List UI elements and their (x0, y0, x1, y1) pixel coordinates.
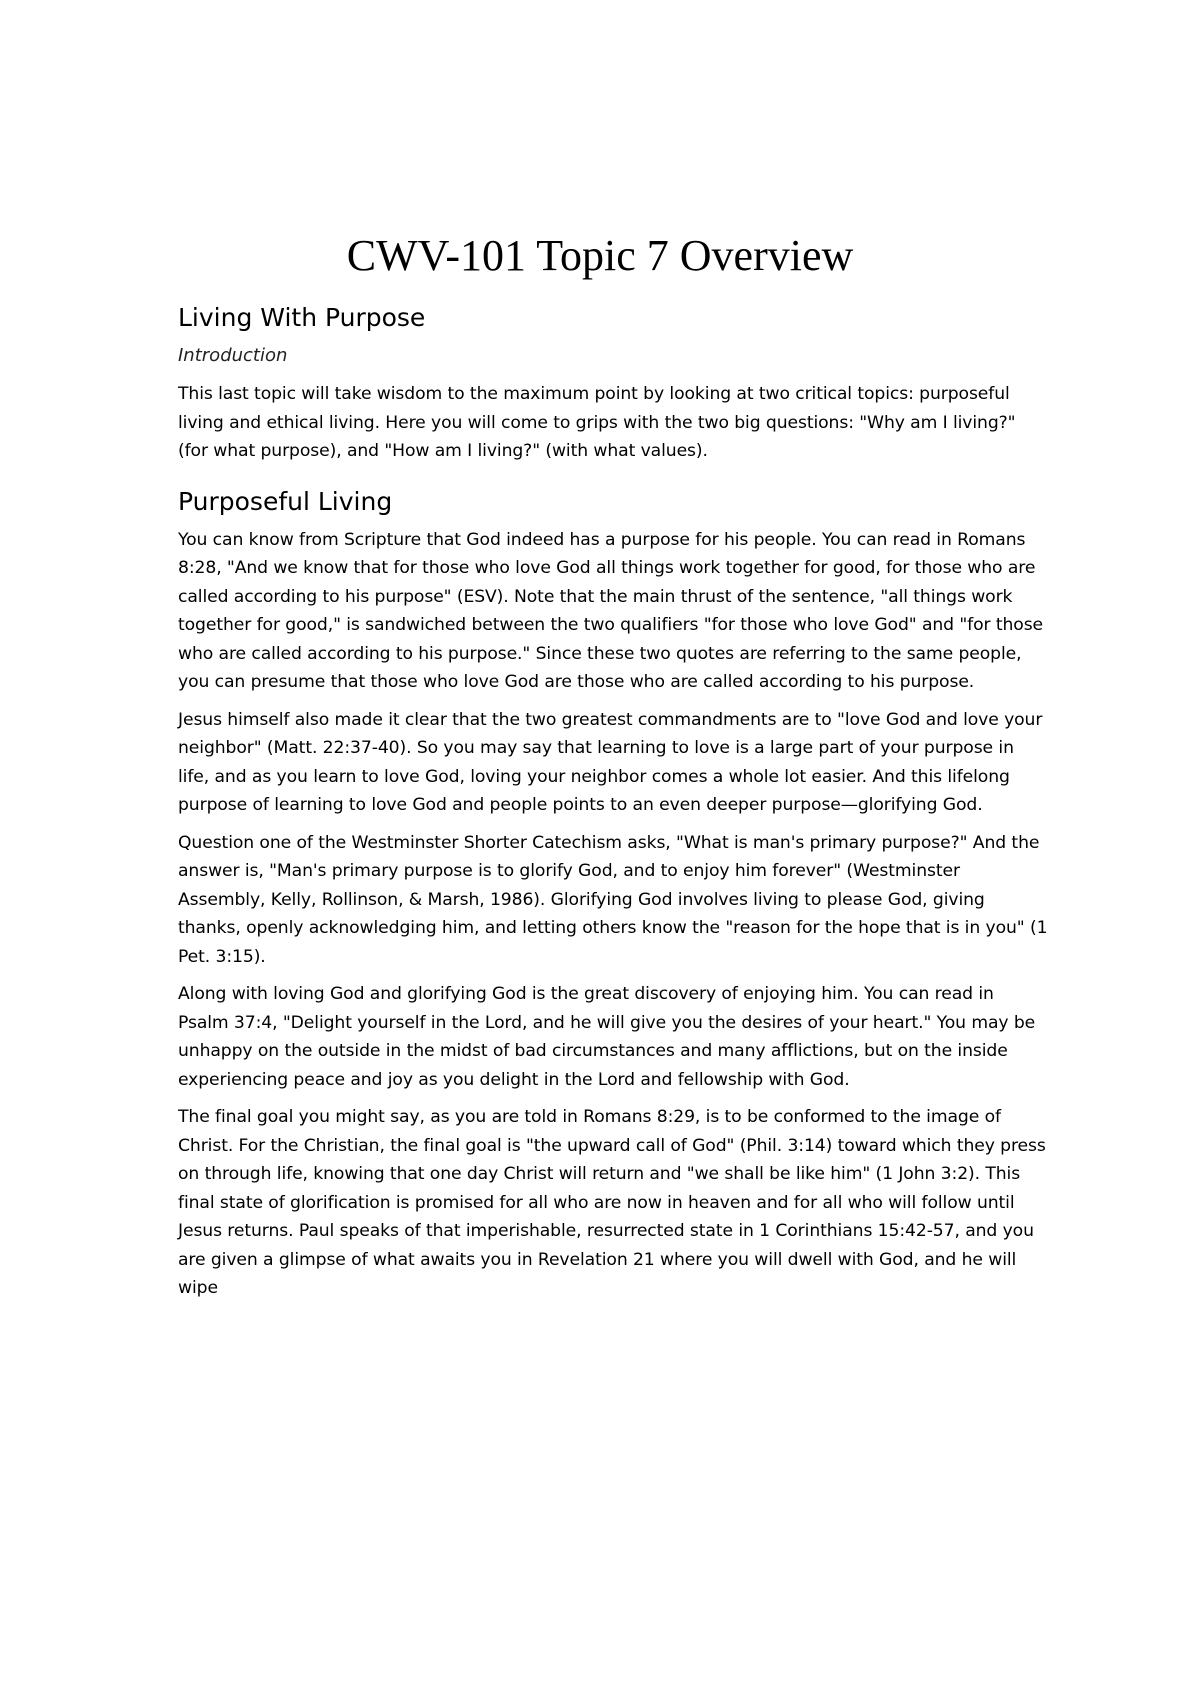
paragraph: Question one of the Westminster Shorter Catechism asks, "What is man's primary purpose?" And the answer is, "Man's primary purpose is to glorify God, and to enjoy him forever" (Westminster Assembly, Kelly, Rollinson, & Marsh, 1986). Glorifying God involves living to please God, giving thanks, openly acknowledging him, and letting others know the "reason for the hope that is in you" (1 Pet. 3:15). (178, 832, 1048, 967)
paragraph: The final goal you might say, as you are told in Romans 8:29, is to be conformed to the image of Christ. For the Christian, the final goal is "the upward call of God" (Phil. 3:14) toward which they press on through life, knowing that one day Christ will return and "we shall be like him" (1 John 3:2). This final state of glorification is promised for all who are now in heaven and for all who will follow until Jesus returns. Paul speaks of that imperishable, resurrected state in 1 Corinthians 15:42-57, and you are given a glimpse of what awaits you in Revelation 21 where you will dwell with God, and he will wipe (178, 1107, 1046, 1298)
paragraph: Jesus himself also made it clear that the two greatest commandments are to "love God and love your neighbor" (Matt. 22:37-40). So you may say that learning to love is a large part of your purpose in life, and as you learn to love God, loving your neighbor comes a whole lot easier. And this lifelong purpose of learning to love God and people points to an even deeper purpose—glorifying God. (178, 709, 1043, 815)
paragraph: You can know from Scripture that God indeed has a purpose for his people. You can read in Romans 8:28, "And we know that for those who love God all things work together for good, for those who are called according to his purpose" (ESV). Note that the main thrust of the sentence, "all things work together for good," is sandwiched between the two qualifiers "for those who love God" and "for those who are called according to his purpose." Since these two quotes are referring to the same people, you can presume that those who love God are those who are called according to his purpose. (178, 529, 1044, 692)
section-heading-purposeful-living: Purposeful Living (178, 486, 393, 516)
document-title: CWV-101 Topic 7 Overview (346, 231, 854, 280)
paragraph: Along with loving God and glorifying God is the great discovery of enjoying him. You can read in Psalm 37:4, "Delight yourself in the Lord, and he will give you the desires of your heart." You may be unhappy on the outside in the midst of bad circumstances and many afflictions, but on the inside experiencing peace and joy as you delight in the Lord and fellowship with God. (178, 984, 1036, 1090)
document-body (178, 300, 1048, 1312)
subheading-introduction: Introduction (178, 345, 288, 366)
section-heading-living-with-purpose: Living With Purpose (178, 303, 426, 332)
paragraph: This last topic will take wisdom to the maximum point by looking at two critical topics: purposeful living and ethical living. Here you will come to grips with the two big questions: "Why am I living?" (for what purpose), and "How am I living?" (with what values). (178, 384, 1016, 461)
